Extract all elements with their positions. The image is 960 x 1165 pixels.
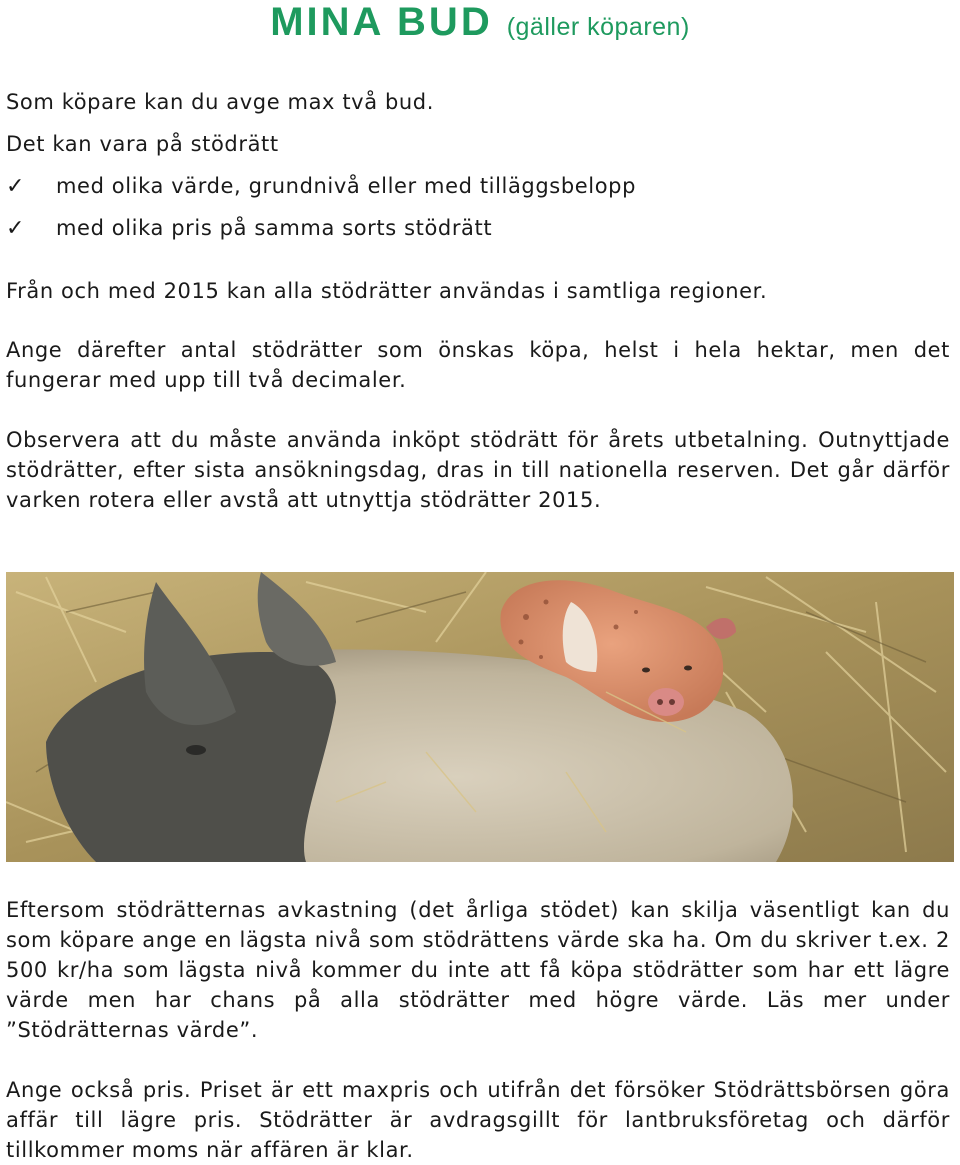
intro-line-1: Som köpare kan du avge max två bud. <box>6 90 434 114</box>
paragraph-regions: Från och med 2015 kan alla stödrätter användas i samtliga regioner. <box>6 279 768 303</box>
bullet-text: med olika värde, grundnivå eller med tilläggsbelopp <box>56 174 637 198</box>
paragraph-quantity: Ange därefter antal stödrätter som önskas köpa, helst i hela hektar, men det fungerar med upp till två decimaler. <box>6 338 950 392</box>
paragraph-price: Ange också pris. Priset är ett maxpris och utifrån det försöker Stödrättsbörsen göra affär till lägre pris. Stödrätter är avdragsgillt för lantbruksföretag och därför tillkommer moms när affären är klar. <box>6 1078 950 1162</box>
bullet-item <box>6 171 636 202</box>
title-main: MINA BUD <box>270 0 493 44</box>
intro-line-2: Det kan vara på stödrätt <box>6 132 279 156</box>
page-title <box>0 0 960 46</box>
checkmark-icon: ✓ <box>6 174 26 199</box>
checkmark-icon: ✓ <box>6 216 26 241</box>
title-subtitle: (gäller köparen) <box>506 13 690 41</box>
paragraph-value: Eftersom stödrätternas avkastning (det årliga stödet) kan skilja väsentligt kan du som köpare ange en lägsta nivå som stödrättens värde ska ha. Om du skriver t.ex. 2 500 kr/ha som lägsta nivå kommer du inte att få köpa stödrätter som har ett lägre värde men har chans på alla stödrätter med högre värde. Läs mer under ”Stödrätternas värde”. <box>6 898 950 1042</box>
pig-photo <box>6 572 954 862</box>
pig-photo-illustration <box>6 572 954 862</box>
bullet-item <box>6 213 492 244</box>
paragraph-usage: Observera att du måste använda inköpt stödrätt för årets utbetalning. Outnyttjade stödrätter, efter sista ansökningsdag, dras in till nationella reserven. Det går därför varken rotera eller avstå att utnyttja stödrätter 2015. <box>6 428 950 512</box>
bullet-text: med olika pris på samma sorts stödrätt <box>56 216 493 240</box>
